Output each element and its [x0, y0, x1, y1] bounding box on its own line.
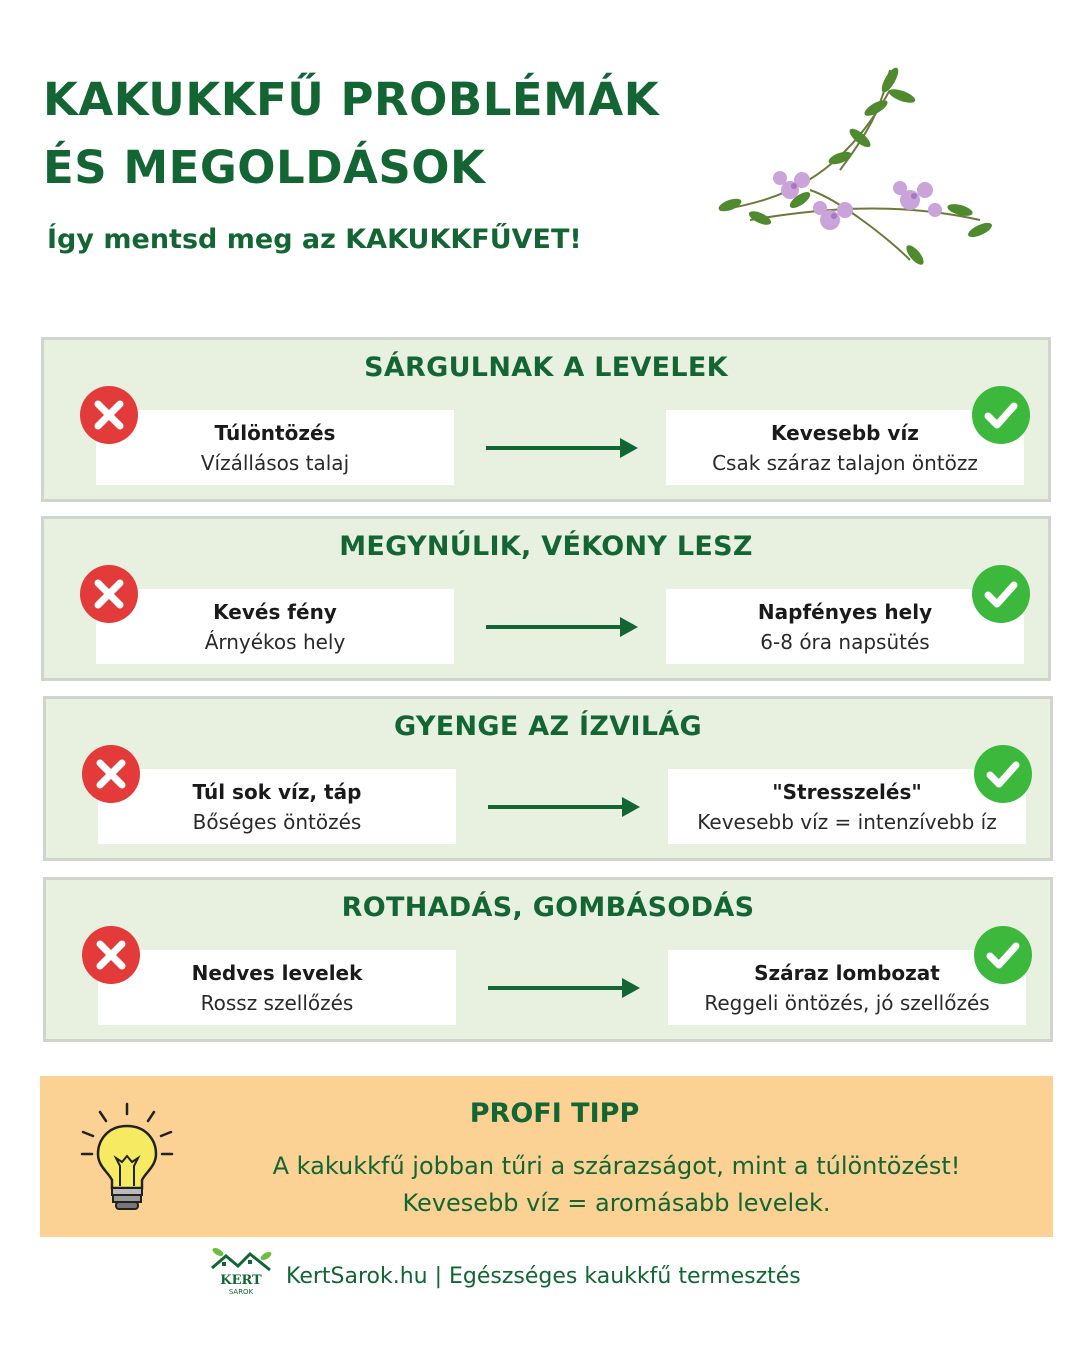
problem-title: SÁRGULNAK A LEVELEK — [364, 352, 728, 383]
fix-box — [668, 769, 1026, 844]
thyme-plant-illustration — [690, 50, 1010, 290]
checkmark-icon — [974, 926, 1032, 984]
fix-description: Kevesebb víz = intenzívebb íz — [697, 810, 997, 834]
problem-title: GYENGE AZ ÍZVILÁG — [394, 711, 702, 742]
cause-box — [96, 410, 454, 485]
fix-description: 6-8 óra napsütés — [760, 630, 930, 654]
arrow-right-icon — [486, 976, 646, 1000]
pro-tip-box — [40, 1076, 1053, 1237]
page-subtitle: Így mentsd meg az KAKUKKFŰVET! — [47, 224, 582, 255]
problem-title: ROTHADÁS, GOMBÁSODÁS — [341, 892, 755, 923]
checkmark-icon — [972, 386, 1030, 444]
cause-label: Túl sok víz, táp — [192, 780, 362, 804]
logo-word: KERT — [220, 1273, 262, 1288]
cause-label: Nedves levelek — [191, 961, 363, 985]
fix-label: Kevesebb víz — [771, 421, 919, 445]
problem-card-4 — [43, 877, 1053, 1042]
footer-text: KertSarok.hu | Egészséges kaukkfű termesztés — [286, 1264, 801, 1289]
checkmark-icon — [972, 565, 1030, 623]
cause-description: Rossz szellőzés — [200, 991, 354, 1015]
fix-description: Reggeli öntözés, jó szellőzés — [704, 991, 990, 1015]
arrow-right-icon — [484, 436, 644, 460]
x-icon — [82, 745, 140, 803]
arrow-right-icon — [484, 615, 644, 639]
cause-box — [98, 950, 456, 1025]
lightbulb-icon — [80, 1102, 174, 1214]
fix-label: Száraz lombozat — [754, 961, 940, 985]
fix-box — [668, 950, 1026, 1025]
pro-tip-line-2: Kevesebb víz = aromásabb levelek. — [402, 1189, 831, 1217]
x-icon — [80, 386, 138, 444]
cause-box — [98, 769, 456, 844]
pro-tip-title: PROFI TIPP — [469, 1098, 640, 1129]
cause-label: Kevés fény — [213, 600, 337, 624]
cause-description: Árnyékos hely — [204, 630, 346, 654]
problem-card-2 — [41, 516, 1051, 681]
x-icon — [82, 926, 140, 984]
fix-label: Napfényes hely — [757, 600, 933, 624]
fix-description: Csak száraz talajon öntözz — [712, 451, 978, 475]
problem-card-1 — [41, 337, 1051, 502]
kertsarok-logo — [208, 1246, 274, 1298]
logo-subword: SAROK — [228, 1288, 254, 1296]
problem-title: MEGYNÚLIK, VÉKONY LESZ — [339, 531, 753, 562]
arrow-right-icon — [486, 795, 646, 819]
page-title: KAKUKKFŰ PROBLÉMÁK ÉS MEGOLDÁSOK — [43, 73, 660, 194]
x-icon — [80, 565, 138, 623]
cause-description: Vízállásos talaj — [200, 451, 350, 475]
problem-card-3 — [43, 696, 1053, 861]
checkmark-icon — [974, 745, 1032, 803]
fix-label: "Stresszelés" — [772, 780, 922, 804]
cause-box — [96, 589, 454, 664]
pro-tip-line-1: A kakukkfű jobban tűri a szárazságot, mint a túlöntözést! — [272, 1152, 961, 1180]
fix-box — [666, 410, 1024, 485]
cause-label: Túlöntözés — [214, 421, 336, 445]
cause-description: Bőséges öntözés — [192, 810, 362, 834]
fix-box — [666, 589, 1024, 664]
